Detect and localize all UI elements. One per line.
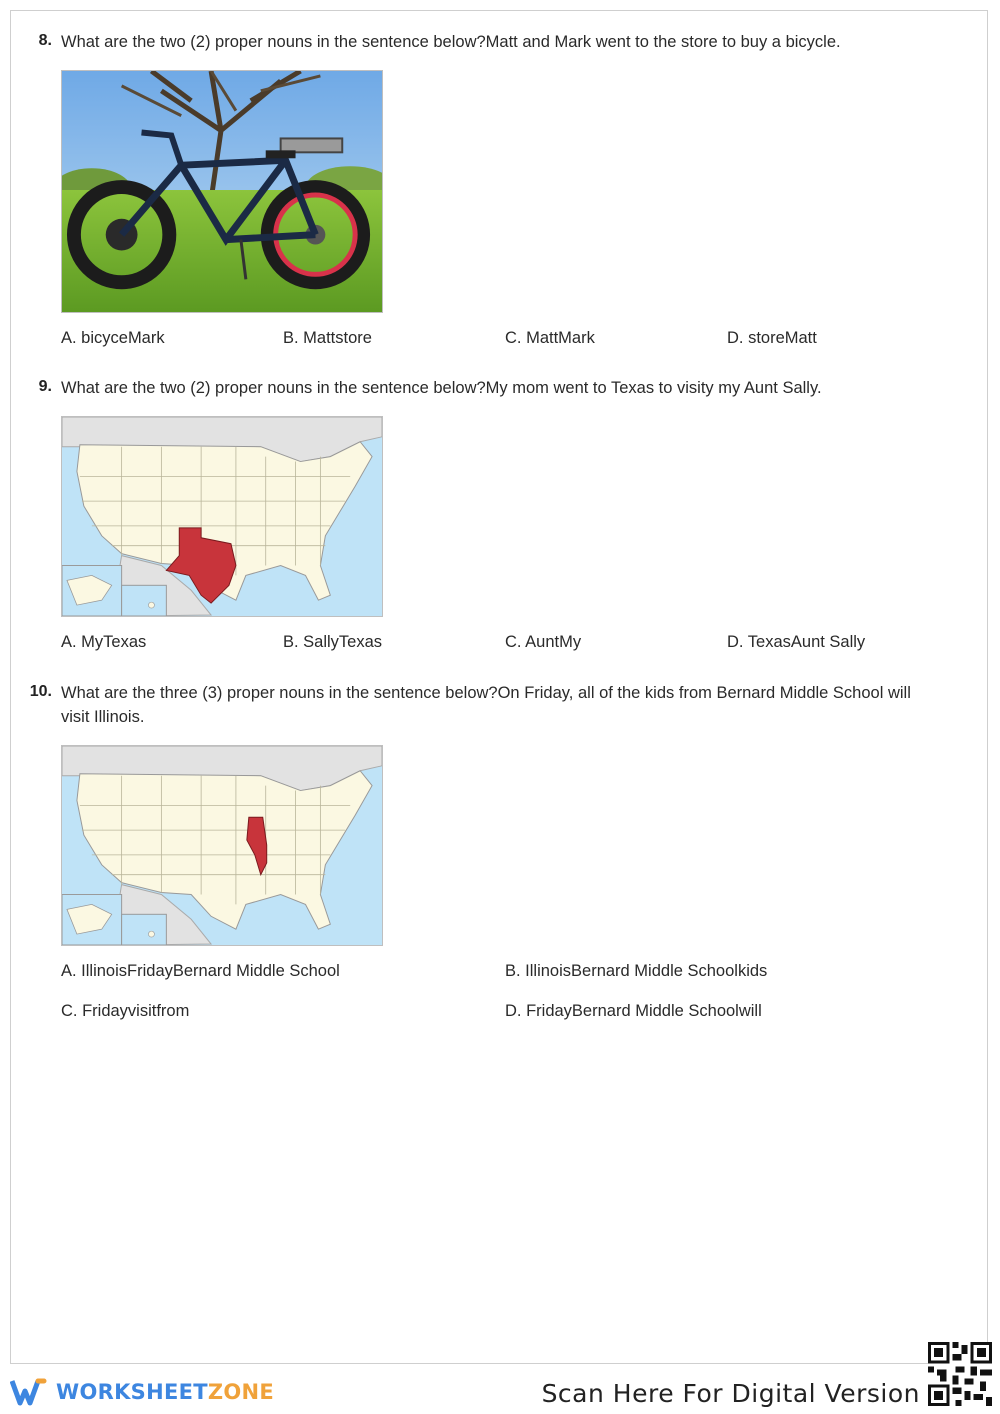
us-map-texas xyxy=(61,416,383,617)
bicycle-photo xyxy=(61,70,383,313)
worksheetzone-logo[interactable] xyxy=(10,1376,274,1408)
question-10-number: 10. xyxy=(29,683,52,700)
option-9a[interactable]: A. MyTexas xyxy=(61,633,147,651)
question-9-number: 9. xyxy=(38,378,52,395)
option-8b[interactable]: B. Mattstore xyxy=(283,329,372,347)
logo-mark-icon xyxy=(10,1377,50,1407)
qr-code-icon[interactable] xyxy=(928,1342,992,1406)
option-8d[interactable]: D. storeMatt xyxy=(727,329,817,347)
option-10b[interactable]: B. IllinoisBernard Middle Schoolkids xyxy=(505,962,768,980)
logo-text xyxy=(56,1380,274,1404)
option-10a[interactable]: A. IllinoisFridayBernard Middle School xyxy=(61,962,340,980)
option-8a[interactable]: A. bicyceMark xyxy=(61,329,165,347)
question-10-text: What are the three (3) proper nouns in the sentence below?On Friday, all of the kids from Bernard Middle School will visit Illinois. xyxy=(61,684,911,726)
option-9c[interactable]: C. AuntMy xyxy=(505,633,582,651)
us-map-illinois xyxy=(61,745,383,946)
option-10c[interactable]: C. Fridayvisitfrom xyxy=(61,1002,190,1020)
option-8c[interactable]: C. MattMark xyxy=(505,329,595,347)
option-10d[interactable]: D. FridayBernard Middle Schoolwill xyxy=(505,1002,762,1020)
option-9b[interactable]: B. SallyTexas xyxy=(283,633,383,651)
option-9d[interactable]: D. TexasAunt Sally xyxy=(727,633,866,651)
question-8-number: 8. xyxy=(38,32,52,49)
question-9-text: What are the two (2) proper nouns in the sentence below?My mom went to Texas to visity my Aunt Sally. xyxy=(61,379,822,397)
question-8-text: What are the two (2) proper nouns in the sentence below?Matt and Mark went to the store to buy a bicycle. xyxy=(61,33,841,51)
logo-text-zone: ZONE xyxy=(207,1380,275,1404)
logo-text-worksheet: WORKSHEET xyxy=(56,1380,208,1404)
scan-here-text: Scan Here For Digital Version xyxy=(541,1379,920,1408)
